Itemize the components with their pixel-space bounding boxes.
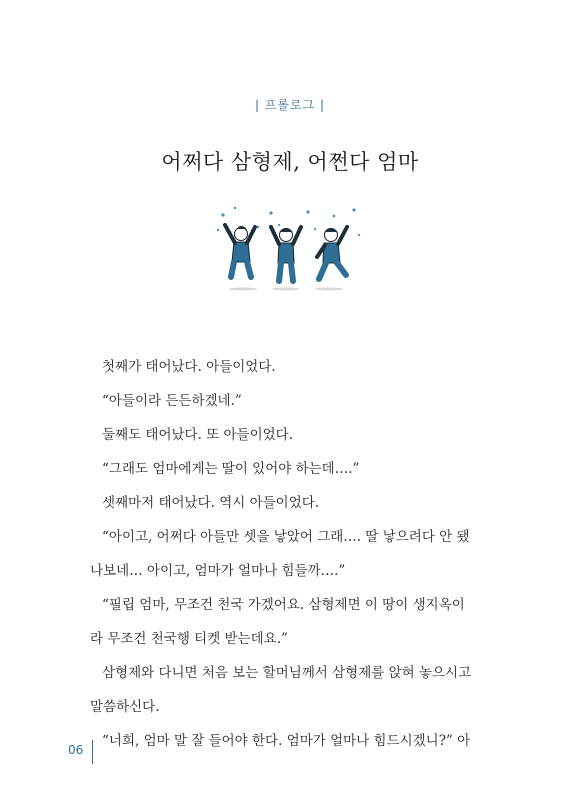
paragraph: “그래도 엄마에게는 딸이 있어야 하는데….” <box>102 461 360 477</box>
paragraph: 둘째도 태어났다. 또 아들이었다. <box>102 427 293 443</box>
paragraph: 라 무조건 천국행 티켓 받는데요.” <box>90 631 288 647</box>
paragraph: 첫째가 태어났다. 아들이었다. <box>102 359 276 375</box>
paragraph: 말씀하신다. <box>90 699 160 715</box>
paragraph: 나보네… 아이고, 엄마가 얼마나 힘들까….” <box>90 563 346 579</box>
paragraph: “아이고, 어쩌다 아들만 셋을 낳았어 그래…. 딸 낳으려다 안 됐 <box>102 529 470 545</box>
body-text <box>90 356 482 764</box>
paragraph: 셋째마저 태어났다. 역시 아들이었다. <box>102 495 320 511</box>
three-boys-jumping-illustration <box>213 205 363 297</box>
page-number: 06 <box>68 743 84 757</box>
page-number-divider <box>92 740 93 764</box>
section-label: | 프롤로그 | <box>254 98 326 112</box>
paragraph: “너희, 엄마 말 잘 들어야 한다. 엄마가 얼마나 힘드시겠니?” 아 <box>102 733 471 749</box>
paragraph: 삼형제와 다니면 처음 보는 할머님께서 삼형제를 앉혀 놓으시고 <box>102 665 472 681</box>
paragraph: “아들이라 든든하겠네.” <box>102 393 242 409</box>
chapter-title: 어쩌다 삼형제, 어쩐다 엄마 <box>161 150 419 174</box>
paragraph: “필립 엄마, 무조건 천국 가겠어요. 삼형제면 이 땅이 생지옥이 <box>102 597 465 613</box>
